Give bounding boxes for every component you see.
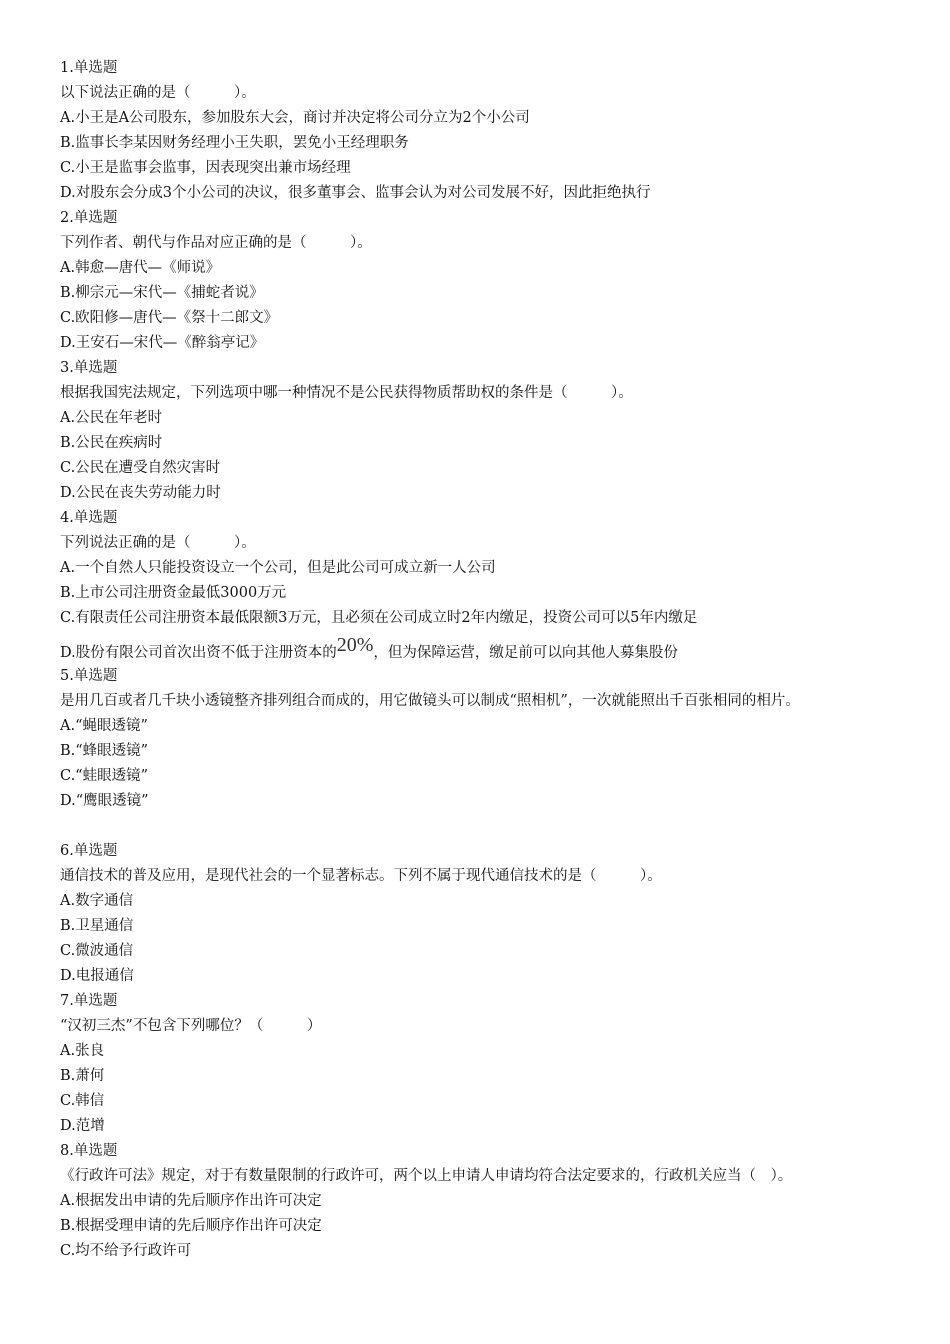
question-header: 8.单选题 <box>60 1143 118 1159</box>
question-stem: “汉初三杰”不包含下列哪位？（ ） <box>60 1018 322 1034</box>
question-header: 2.单选题 <box>60 210 118 226</box>
option-d <box>60 631 890 663</box>
option-c: C.均不给予行政许可 <box>60 1243 192 1259</box>
option-c: C.公民在遭受自然灾害时 <box>60 460 221 476</box>
option-c: C.有限责任公司注册资本最低限额3万元，且必须在公司成立时2年内缴足，投资公司可以5年内缴足 <box>60 610 698 626</box>
option-d-suffix: ，但为保障运营，缴足前可以向其他人募集股份 <box>373 645 678 661</box>
question-header: 3.单选题 <box>60 360 118 376</box>
question-stem: 根据我国宪法规定，下列选项中哪一种情况不是公民获得物质帮助权的条件是（ ）。 <box>60 385 633 401</box>
question-stem: 《行政许可法》规定，对于有数量限制的行政许可，两个以上申请人申请均符合法定要求的，行政机关应当（ ）。 <box>60 1168 793 1184</box>
question-header: 4.单选题 <box>60 510 118 526</box>
question-6 <box>60 839 890 989</box>
option-a: A.公民在年老时 <box>60 410 163 426</box>
question-stem: 下列说法正确的是（ ）。 <box>60 535 256 551</box>
option-c: C.“蛙眼透镜” <box>60 768 149 784</box>
option-d: D.电报通信 <box>60 968 134 984</box>
option-d: D.“鹰眼透镜” <box>60 793 149 809</box>
question-5 <box>60 664 890 814</box>
option-b: B.萧何 <box>60 1068 105 1084</box>
option-a: A.小王是A公司股东，参加股东大会，商讨并决定将公司分立为2个小公司 <box>60 110 530 126</box>
question-stem: 以下说法正确的是（ ）。 <box>60 85 256 101</box>
question-4 <box>60 506 890 663</box>
option-b: B.上市公司注册资金最低3000万元 <box>60 585 287 601</box>
option-d: D.对股东会分成3个小公司的决议，很多董事会、监事会认为对公司发展不好，因此拒绝执行 <box>60 185 651 201</box>
option-c: C.微波通信 <box>60 943 134 959</box>
option-b: B.根据受理申请的先后顺序作出许可决定 <box>60 1218 322 1234</box>
option-b: B.公民在疾病时 <box>60 435 163 451</box>
option-b: B.“蜂眼透镜” <box>60 743 149 759</box>
option-d-prefix: D.股份有限公司首次出资不低于注册资本的 <box>60 645 337 661</box>
option-a: A.“蝇眼透镜” <box>60 718 148 734</box>
question-8 <box>60 1139 890 1264</box>
question-7 <box>60 989 890 1139</box>
question-header: 1.单选题 <box>60 60 118 76</box>
option-d-percent: 20% <box>336 634 374 656</box>
question-header: 7.单选题 <box>60 993 118 1009</box>
option-d: D.公民在丧失劳动能力时 <box>60 485 221 501</box>
option-d: D.范增 <box>60 1118 105 1134</box>
option-a: A.一个自然人只能投资设立一个公司，但是此公司可成立新一人公司 <box>60 560 496 576</box>
option-a: A.韩愈—唐代—《师说》 <box>60 260 221 276</box>
option-d: D.王安石—宋代—《醉翁亭记》 <box>60 335 265 351</box>
option-b: B.柳宗元—宋代—《捕蛇者说》 <box>60 285 264 301</box>
option-b: B.卫星通信 <box>60 918 134 934</box>
option-b: B.监事长李某因财务经理小王失职，罢免小王经理职务 <box>60 135 409 151</box>
option-c: C.欧阳修—唐代—《祭十二郎文》 <box>60 310 279 326</box>
option-c: C.小王是监事会监事，因表现突出兼市场经理 <box>60 160 351 176</box>
question-stem: 是用几百或者几千块小透镜整齐排列组合而成的，用它做镜头可以制成“照相机”，一次就能照出千百张相同的相片。 <box>60 693 800 709</box>
option-a: A.根据发出申请的先后顺序作出许可决定 <box>60 1193 322 1209</box>
question-header: 5.单选题 <box>60 668 118 684</box>
option-a: A.数字通信 <box>60 893 134 909</box>
question-1 <box>60 56 890 206</box>
option-a: A.张良 <box>60 1043 105 1059</box>
question-stem: 通信技术的普及应用，是现代社会的一个显著标志。下列不属于现代通信技术的是（ ）。 <box>60 868 662 884</box>
question-2 <box>60 206 890 356</box>
question-3 <box>60 356 890 506</box>
question-header: 6.单选题 <box>60 843 118 859</box>
option-c: C.韩信 <box>60 1093 105 1109</box>
question-stem: 下列作者、朝代与作品对应正确的是（ ）。 <box>60 235 372 251</box>
